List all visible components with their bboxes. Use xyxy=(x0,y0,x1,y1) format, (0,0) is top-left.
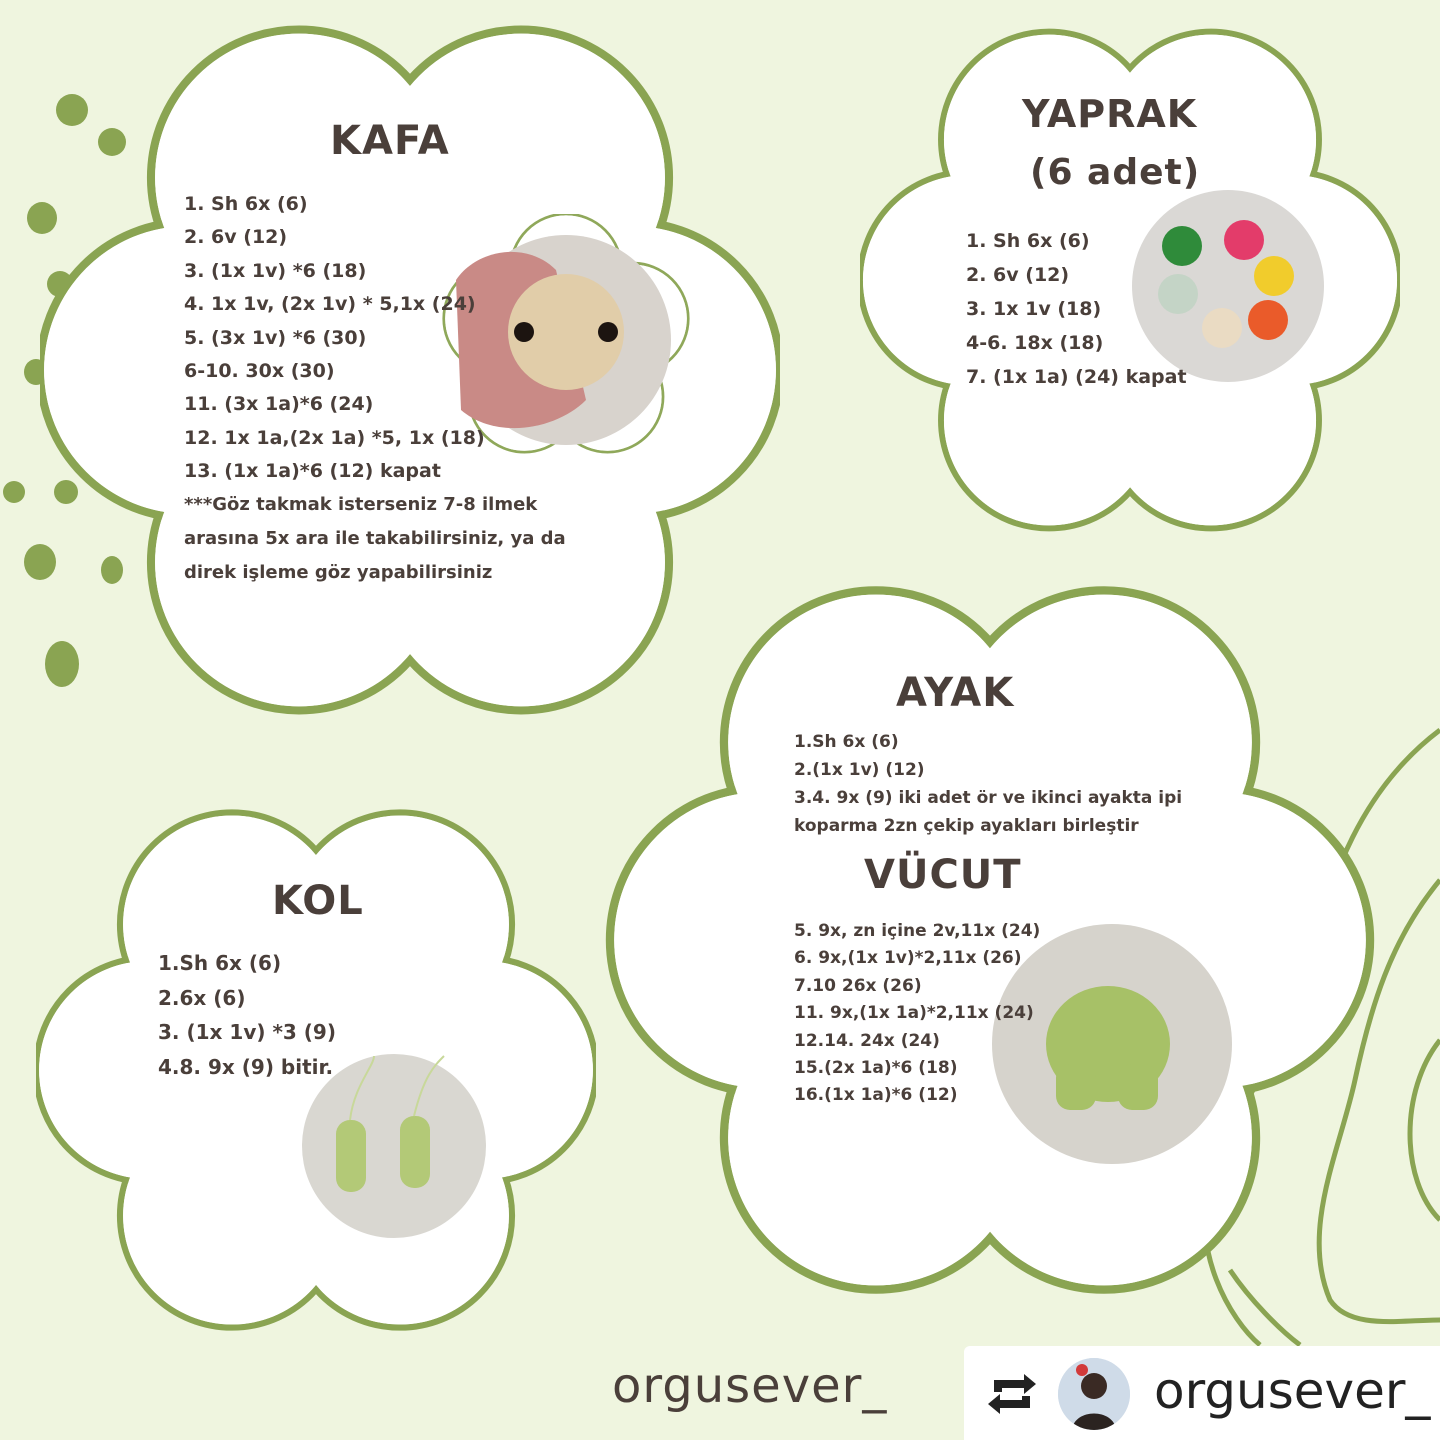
repost-username[interactable]: orgusever_ xyxy=(1154,1362,1431,1420)
kafa-note xyxy=(184,488,566,590)
repost-banner[interactable] xyxy=(964,1346,1440,1440)
kafa-instructions xyxy=(184,188,485,489)
avatar-image xyxy=(1058,1358,1130,1430)
yaprak-title: YAPRAK xyxy=(1022,92,1198,136)
kol-title: KOL xyxy=(272,878,364,924)
instruction-line: 7.10 26x (26) xyxy=(794,975,922,996)
instruction-line: 4-6. 18x (18) xyxy=(966,332,1104,354)
instruction-line: 3. (1x 1v) *3 (9) xyxy=(158,1020,336,1044)
instruction-line: 11. (3x 1a)*6 (24) xyxy=(184,393,374,416)
instruction-line: 4. 1x 1v, (2x 1v) * 5,1x (24) xyxy=(184,293,476,316)
instruction-line: 5. 9x, zn içine 2v,11x (24) xyxy=(794,921,1041,941)
instruction-line: 1.Sh 6x (6) xyxy=(794,732,899,752)
repost-icon[interactable] xyxy=(984,1370,1040,1418)
instruction-line: 3. (1x 1v) *6 (18) xyxy=(184,259,367,282)
note-line: ***Göz takmak isterseniz 7-8 ilmek xyxy=(184,494,538,515)
instruction-line: 5. (3x 1v) *6 (30) xyxy=(184,326,367,349)
instruction-line: 6. 9x,(1x 1v)*2,11x (26) xyxy=(794,948,1022,969)
instruction-line: 2. 6v (12) xyxy=(966,264,1070,286)
note-line: direk işleme göz yapabilirsiniz xyxy=(184,562,493,583)
instruction-line: 15.(2x 1a)*6 (18) xyxy=(794,1058,958,1079)
instruction-line: 2.6x (6) xyxy=(158,985,246,1010)
instruction-line: 11. 9x,(1x 1a)*2,11x (24) xyxy=(794,1003,1034,1024)
instruction-line: 3.4. 9x (9) iki adet ör ve ikinci ayakta ipi xyxy=(794,788,1183,808)
instruction-line: 2. 6v (12) xyxy=(184,226,288,249)
instruction-line: 12. 1x 1a,(2x 1a) *5, 1x (18) xyxy=(184,426,485,449)
instruction-line: 6-10. 30x (30) xyxy=(184,360,335,383)
instruction-line: 1. Sh 6x (6) xyxy=(966,230,1090,252)
instruction-line: 7. (1x 1a) (24) kapat xyxy=(966,366,1187,388)
instruction-line: koparma 2zn çekip ayakları birleştir xyxy=(794,816,1139,836)
avatar[interactable] xyxy=(1058,1358,1130,1430)
kafa-title: KAFA xyxy=(330,118,450,164)
instruction-line: 4.8. 9x (9) bitir. xyxy=(158,1054,334,1079)
vucut-title: VÜCUT xyxy=(864,852,1022,898)
ayak-instructions xyxy=(794,728,1182,840)
watermark-text: orgusever_ xyxy=(612,1358,888,1414)
instruction-line: 13. (1x 1a)*6 (12) kapat xyxy=(184,460,441,483)
ayak-title: AYAK xyxy=(896,670,1015,716)
instruction-line: 16.(1x 1a)*6 (12) xyxy=(794,1085,958,1106)
instruction-line: 2.(1x 1v) (12) xyxy=(794,760,925,780)
instruction-line: 3. 1x 1v (18) xyxy=(966,298,1102,320)
instruction-line: 1.Sh 6x (6) xyxy=(158,951,282,975)
note-line: arasına 5x ara ile takabilirsiniz, ya da xyxy=(184,528,566,549)
yaprak-instructions xyxy=(966,224,1187,394)
instruction-line: 1. Sh 6x (6) xyxy=(184,193,308,215)
yaprak-subtitle: (6 adet) xyxy=(1030,152,1201,193)
instruction-line: 12.14. 24x (24) xyxy=(794,1030,940,1051)
vucut-instructions xyxy=(794,918,1040,1110)
kol-instructions xyxy=(158,946,336,1084)
